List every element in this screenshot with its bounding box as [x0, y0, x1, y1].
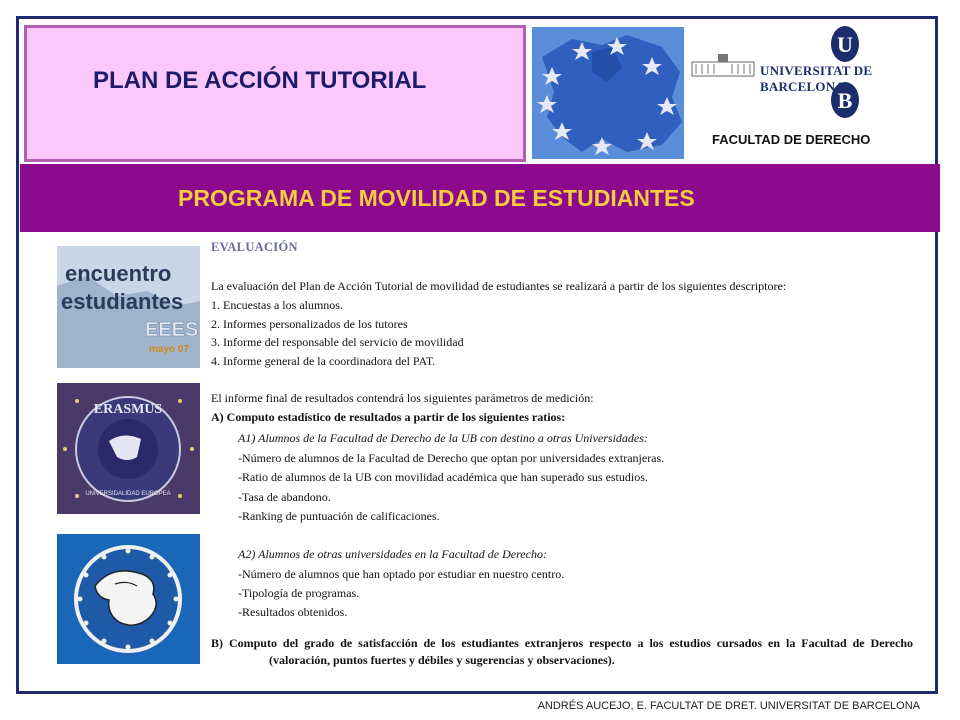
erasmus-subtitle: UNIVERSIDALIDAD EUROPEA — [85, 491, 171, 497]
a2-item: -Resultados obtenidos. — [238, 605, 348, 619]
final-report-text: El informe final de resultados contendrá los siguientes parámetros de medición: — [211, 391, 594, 405]
eees-word: EEES — [145, 319, 199, 341]
estudiantes-word: estudiantes — [61, 289, 184, 314]
erasmus-image — [57, 383, 200, 514]
a1-item: -Ranking de puntuación de calificaciones. — [238, 509, 440, 523]
program-title: PROGRAMA DE MOVILIDAD DE ESTUDIANTES — [178, 185, 695, 211]
descriptor-item: 1. Encuestas a los alumnos. — [211, 298, 343, 312]
university-name: UNIVERSITAT DE BARCELONA — [760, 63, 873, 94]
encuentro-estudiantes-image — [57, 246, 200, 368]
europe-map-image — [532, 27, 684, 159]
encuentro-word: encuentro — [65, 261, 172, 286]
descriptor-item: 3. Informe del responsable del servicio de movilidad — [211, 335, 464, 349]
erasmus-word: ERASMUS — [93, 402, 163, 417]
program-band — [20, 164, 940, 232]
a2-item: -Tipología de programas. — [238, 586, 360, 600]
section-a-title: A) Computo estadístico de resultados a partir de los siguientes ratios: — [211, 410, 566, 424]
a1-title: A1) Alumnos de la Facultad de Derecho de la UB con destino a otras Universidades: — [238, 431, 648, 445]
section-b-text — [211, 635, 913, 669]
a1-item: -Tasa de abandono. — [238, 490, 331, 504]
title-box — [24, 25, 526, 162]
descriptor-item: 4. Informe general de la coordinadora del PAT. — [211, 354, 436, 368]
footer-credit: ANDRÉS AUCEJO, E. FACULTAT DE DRET. UNIVERSITAT DE BARCELONA — [537, 700, 920, 712]
svg-text:B: B — [837, 88, 853, 113]
svg-text:U: U — [837, 32, 853, 57]
section-heading: EVALUACIÓN — [211, 240, 298, 254]
intro-text: La evaluación del Plan de Acción Tutorial de movilidad de estudiantes se realizará a partir de los siguientes descriptore: — [211, 279, 787, 293]
mayo-word: mayo 07 — [149, 344, 190, 355]
a1-item: -Número de alumnos de la Facultad de Derecho que optan por universidades extranjeras. — [238, 451, 665, 465]
a1-item: -Ratio de alumnos de la UB con movilidad académica que han superado sus estudios. — [238, 470, 648, 484]
erasmus-stars-logo — [57, 534, 200, 664]
a2-title: A2) Alumnos de otras universidades en la Facultad de Derecho: — [238, 547, 547, 561]
page-title: PLAN DE ACCIÓN TUTORIAL — [93, 67, 427, 94]
descriptor-item: 2. Informes personalizados de los tutores — [211, 317, 408, 331]
section-b-paragraph: B) Computo del grado de satisfacción de los estudiantes extranjeros respecto a los estudios cursados en la Facultad de Derecho (valoración, puntos fuertes y débiles y sugerencias y observaciones). — [211, 636, 913, 667]
faculty-label: FACULTAD DE DERECHO — [712, 132, 871, 147]
a2-item: -Número de alumnos que han optado por estudiar en nuestro centro. — [238, 567, 565, 581]
